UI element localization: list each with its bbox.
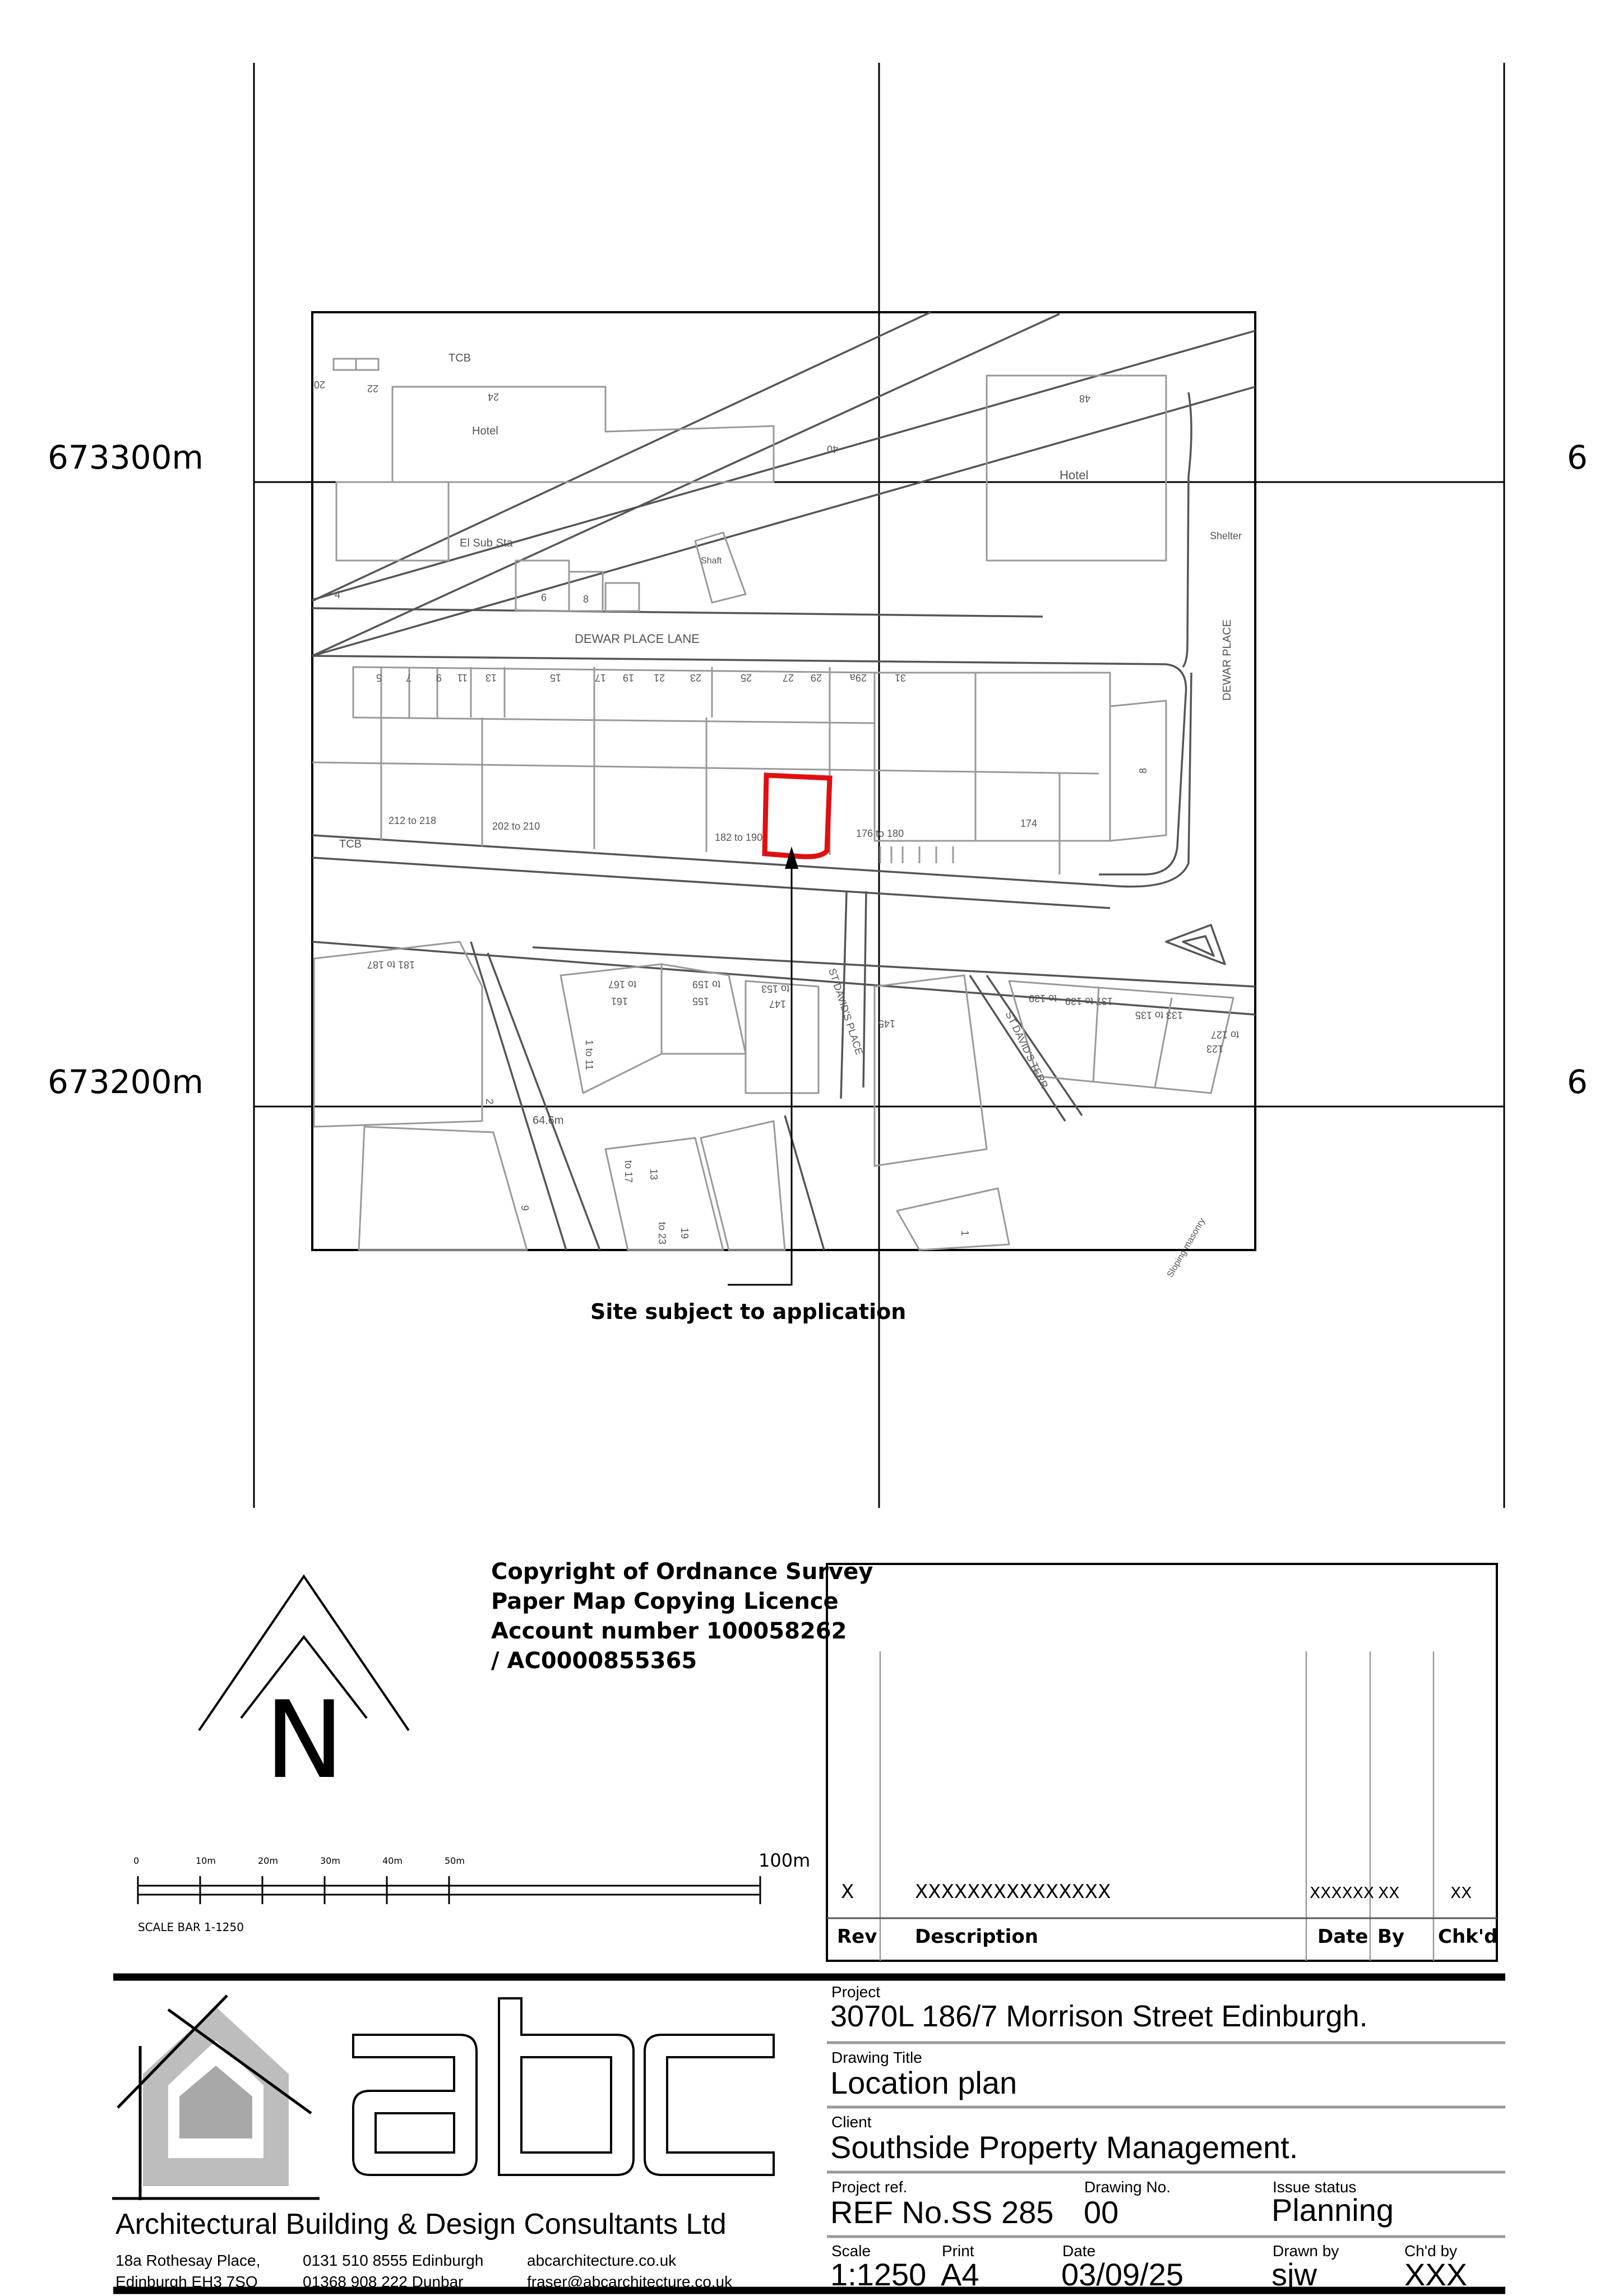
row-number-label: 5 bbox=[376, 672, 382, 683]
scale-bar-tick-label: 50m bbox=[445, 1855, 465, 1866]
scale-bar-tick-label: 10m bbox=[196, 1855, 216, 1866]
label-19: 19 bbox=[679, 1228, 690, 1239]
company-contact bbox=[527, 2250, 732, 2293]
print-label: Print bbox=[942, 2242, 974, 2260]
label-sloping-masonry: Sloping masonry bbox=[1165, 1216, 1208, 1279]
scale-bar-caption: SCALE BAR 1-1250 bbox=[138, 1920, 244, 1934]
project-ref-label: Project ref. bbox=[831, 2178, 908, 2196]
row-number-label: 17 bbox=[594, 672, 606, 683]
checked-by-label: Ch'd by bbox=[1404, 2242, 1458, 2260]
north-arrow-letter: N bbox=[265, 1678, 345, 1802]
date-value: 03/09/25 bbox=[1061, 2257, 1183, 2292]
client-label: Client bbox=[831, 2113, 872, 2131]
row-number-label: 25 bbox=[740, 672, 752, 683]
company-name: Architectural Building & Design Consultants Ltd bbox=[115, 2208, 727, 2241]
label-st-davids-place: ST DAVID'S PLACE bbox=[826, 967, 865, 1057]
scale-bar-end-label: 100m bbox=[759, 1850, 811, 1871]
label-6: 6 bbox=[541, 592, 547, 603]
label-23: to 23 bbox=[656, 1222, 668, 1245]
checked-by-value: XXX bbox=[1404, 2257, 1468, 2292]
label-155: 155 bbox=[692, 996, 709, 1007]
label-20: 20 bbox=[313, 379, 325, 390]
phone-edinburgh: 0131 510 8555 Edinburgh bbox=[303, 2252, 484, 2269]
rev-chkd-value: XX bbox=[1450, 1883, 1472, 1902]
label-shelter: Shelter bbox=[1210, 530, 1242, 541]
label-hotel-left: Hotel bbox=[472, 425, 498, 437]
rev-by-value: XX bbox=[1378, 1883, 1400, 1902]
copyright-line-3: Account number 100058262 bbox=[491, 1618, 847, 1644]
row-number-label: 27 bbox=[782, 672, 794, 683]
drawn-by-value: sjw bbox=[1271, 2257, 1317, 2292]
house-logo-icon bbox=[112, 1996, 320, 2200]
client-value: Southside Property Management. bbox=[830, 2130, 1298, 2165]
label-tcb-bottom: TCB bbox=[339, 838, 362, 850]
chkd-header: Chk'd bbox=[1438, 1925, 1498, 1948]
date-header: Date bbox=[1317, 1925, 1368, 1948]
row-number-label: 9 bbox=[436, 672, 442, 683]
label-40: 40 bbox=[826, 443, 838, 455]
label-tcb-top: TCB bbox=[448, 352, 471, 364]
rev-value: X bbox=[841, 1881, 854, 1903]
address-line-2: Edinburgh EH3 7SQ bbox=[115, 2273, 258, 2290]
project-value: 3070L 186/7 Morrison Street Edinburgh. bbox=[830, 1999, 1368, 2033]
label-137: 137 to 139 bbox=[1065, 996, 1113, 1007]
label-181: 181 to 187 bbox=[367, 959, 415, 970]
site-callout-text: Site subject to application bbox=[590, 1299, 907, 1324]
label-1: 1 bbox=[959, 1230, 970, 1237]
label-24: 24 bbox=[487, 391, 499, 402]
label-4: 4 bbox=[335, 589, 341, 600]
label-182: 182 to 190 bbox=[715, 832, 763, 843]
label-17: to 17 bbox=[623, 1160, 634, 1183]
company-address bbox=[115, 2250, 260, 2293]
project-label: Project bbox=[831, 1983, 881, 2001]
scale-bar bbox=[138, 1876, 760, 1904]
abc-lettering-icon bbox=[353, 1998, 774, 2175]
label-161: 161 bbox=[611, 996, 628, 1007]
row-number-label: 29 bbox=[810, 672, 822, 683]
label-127: to 127 bbox=[1210, 1029, 1239, 1040]
rev-date-value: XXXXXX bbox=[1310, 1883, 1375, 1902]
drawing-no-value: 00 bbox=[1084, 2195, 1119, 2230]
label-123: 123 bbox=[1206, 1043, 1223, 1054]
date-label: Date bbox=[1062, 2242, 1096, 2260]
project-ref-value: REF No.SS 285 bbox=[830, 2195, 1054, 2230]
label-135: 133 to 135 bbox=[1135, 1010, 1183, 1021]
scale-bar-tick-label: 40m bbox=[382, 1855, 403, 1866]
description-header: Description bbox=[915, 1925, 1038, 1948]
site-boundary bbox=[765, 775, 830, 857]
rev-description-value: XXXXXXXXXXXXXXX bbox=[915, 1881, 1111, 1903]
scale-bar-tick-label: 30m bbox=[320, 1855, 340, 1866]
map-labels bbox=[314, 352, 1242, 1279]
rev-header: Rev bbox=[837, 1925, 877, 1948]
row-number-label: 13 bbox=[485, 672, 497, 683]
label-dewar-place: DEWAR PLACE bbox=[1221, 619, 1233, 701]
label-8: 8 bbox=[583, 594, 589, 605]
label-8-right: 8 bbox=[1138, 767, 1149, 774]
label-shaft: Shaft bbox=[701, 556, 722, 566]
row-number-label: 23 bbox=[690, 672, 701, 683]
drawing-title-label: Drawing Title bbox=[831, 2049, 922, 2066]
copyright-line-1: Copyright of Ordnance Survey bbox=[491, 1559, 873, 1585]
label-22: 22 bbox=[367, 383, 378, 394]
row-number-label: 15 bbox=[549, 672, 561, 683]
copyright-line-2: Paper Map Copying Licence bbox=[491, 1589, 839, 1614]
northing-label-lower: 673200m bbox=[48, 1063, 204, 1101]
company-logo bbox=[112, 1996, 774, 2200]
scale-label: Scale bbox=[831, 2242, 871, 2260]
issue-status-label: Issue status bbox=[1273, 2178, 1357, 2196]
scale-bar-tick-label: 20m bbox=[258, 1855, 278, 1866]
address-line-1: 18a Rothesay Place, bbox=[115, 2252, 261, 2269]
label-174: 174 bbox=[1020, 818, 1038, 829]
print-value: A4 bbox=[941, 2257, 979, 2292]
row-numbers bbox=[376, 672, 906, 683]
row-number-label: 31 bbox=[894, 672, 906, 683]
label-st-davids-terr: ST DAVID'S TERR bbox=[1003, 1009, 1051, 1090]
label-el-sub-sta: El Sub Sta bbox=[460, 537, 513, 549]
by-header: By bbox=[1377, 1925, 1405, 1948]
scale-bar-tick-label: 0 bbox=[133, 1855, 140, 1866]
map-frame bbox=[312, 312, 1255, 1250]
drawing-no-label: Drawing No. bbox=[1084, 2178, 1171, 2196]
label-48: 48 bbox=[1079, 393, 1090, 404]
grid-label-right-upper: 6 bbox=[1567, 438, 1588, 476]
phone-dunbar: 01368 908 222 Dunbar bbox=[303, 2273, 464, 2290]
label-9: 9 bbox=[519, 1205, 530, 1211]
label-159: to 159 bbox=[692, 979, 720, 990]
label-145: 145 bbox=[878, 1018, 895, 1029]
label-212: 212 to 218 bbox=[389, 815, 437, 826]
row-number-label: 29a bbox=[849, 672, 867, 683]
company-email-link[interactable]: fraser@abcarchitecture.co.uk bbox=[527, 2273, 733, 2290]
label-dewar-place-lane: DEWAR PLACE LANE bbox=[575, 632, 700, 646]
label-176: 176 to 180 bbox=[856, 828, 904, 839]
os-grid-lines bbox=[254, 63, 1504, 1508]
label-153: to 153 bbox=[761, 983, 789, 994]
row-number-label: 21 bbox=[653, 672, 665, 683]
label-139: to 139 bbox=[1028, 993, 1057, 1004]
company-website-link[interactable]: abcarchitecture.co.uk bbox=[527, 2252, 677, 2269]
copyright-line-4: / AC0000855365 bbox=[491, 1648, 697, 1674]
os-copyright bbox=[491, 1557, 873, 1676]
label-1-to-11: 1 to 11 bbox=[584, 1040, 595, 1070]
label-13: 13 bbox=[648, 1169, 659, 1181]
scale-value: 1:1250 bbox=[830, 2257, 927, 2292]
drawing-title-value: Location plan bbox=[830, 2065, 1018, 2100]
label-hotel-right: Hotel bbox=[1060, 468, 1089, 482]
label-202: 202 to 210 bbox=[492, 821, 540, 832]
label-2: 2 bbox=[484, 1099, 495, 1105]
issue-status-value: Planning bbox=[1271, 2192, 1394, 2228]
northing-label-upper: 673300m bbox=[48, 438, 204, 476]
label-spot-height: 64.6m bbox=[533, 1114, 564, 1127]
company-phones bbox=[303, 2250, 483, 2293]
label-147: 147 bbox=[769, 998, 786, 1010]
label-167: to 167 bbox=[608, 979, 636, 990]
row-number-label: 11 bbox=[457, 672, 468, 683]
drawn-by-label: Drawn by bbox=[1273, 2242, 1339, 2260]
map-detail bbox=[312, 312, 1255, 1250]
grid-label-right-lower: 6 bbox=[1567, 1063, 1588, 1101]
row-number-label: 19 bbox=[622, 672, 634, 683]
row-number-label: 7 bbox=[405, 672, 411, 683]
